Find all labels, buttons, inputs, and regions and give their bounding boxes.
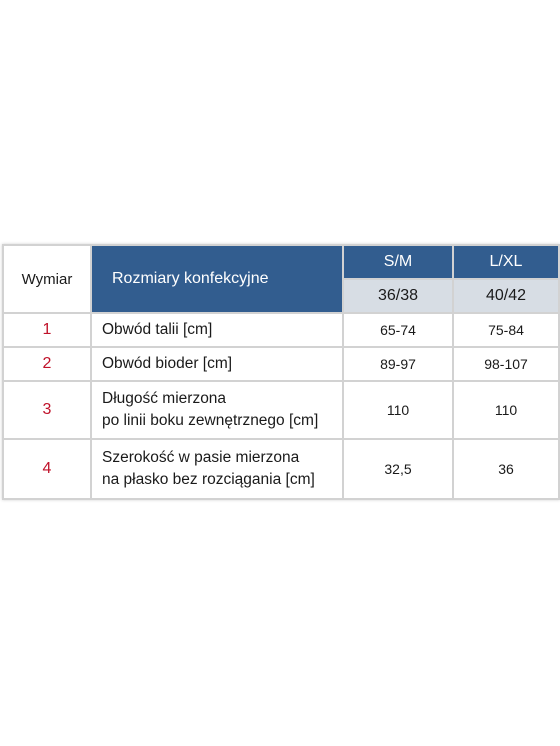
- row-description: [91, 313, 343, 347]
- value-sm: 32,5: [343, 439, 453, 499]
- size-chart-table: [2, 244, 560, 500]
- table-row: [3, 439, 559, 499]
- row-number: 3: [3, 381, 91, 439]
- header-row: [3, 245, 559, 279]
- size-label-sm: S/M: [343, 245, 453, 279]
- value-sm: 110: [343, 381, 453, 439]
- table-row: [3, 347, 559, 381]
- row-description: [91, 347, 343, 381]
- value-sm: 89-97: [343, 347, 453, 381]
- row-description-line: po linii boku zewnętrznego [cm]: [102, 412, 319, 429]
- value-lxl: 98-107: [453, 347, 559, 381]
- wymiar-header: Wymiar: [3, 245, 91, 313]
- row-description-line: na płasko bez rozciągania [cm]: [102, 471, 315, 488]
- value-sm: 65-74: [343, 313, 453, 347]
- rozmiary-header: Rozmiary konfekcyjne: [91, 245, 343, 313]
- row-description-line: Obwód talii [cm]: [102, 321, 213, 338]
- row-description-line: Obwód bioder [cm]: [102, 355, 233, 372]
- value-lxl: 75-84: [453, 313, 559, 347]
- row-number: 1: [3, 313, 91, 347]
- row-number: 2: [3, 347, 91, 381]
- value-lxl: 110: [453, 381, 559, 439]
- row-description-line: Szerokość w pasie mierzona: [102, 449, 300, 466]
- row-description-line: Długość mierzona: [102, 390, 227, 407]
- table-row: [3, 313, 559, 347]
- value-lxl: 36: [453, 439, 559, 499]
- row-description: [91, 439, 343, 499]
- size-number-sm: 36/38: [343, 279, 453, 313]
- row-number: 4: [3, 439, 91, 499]
- row-description: [91, 381, 343, 439]
- size-label-lxl: L/XL: [453, 245, 559, 279]
- table-row: [3, 381, 559, 439]
- size-number-lxl: 40/42: [453, 279, 559, 313]
